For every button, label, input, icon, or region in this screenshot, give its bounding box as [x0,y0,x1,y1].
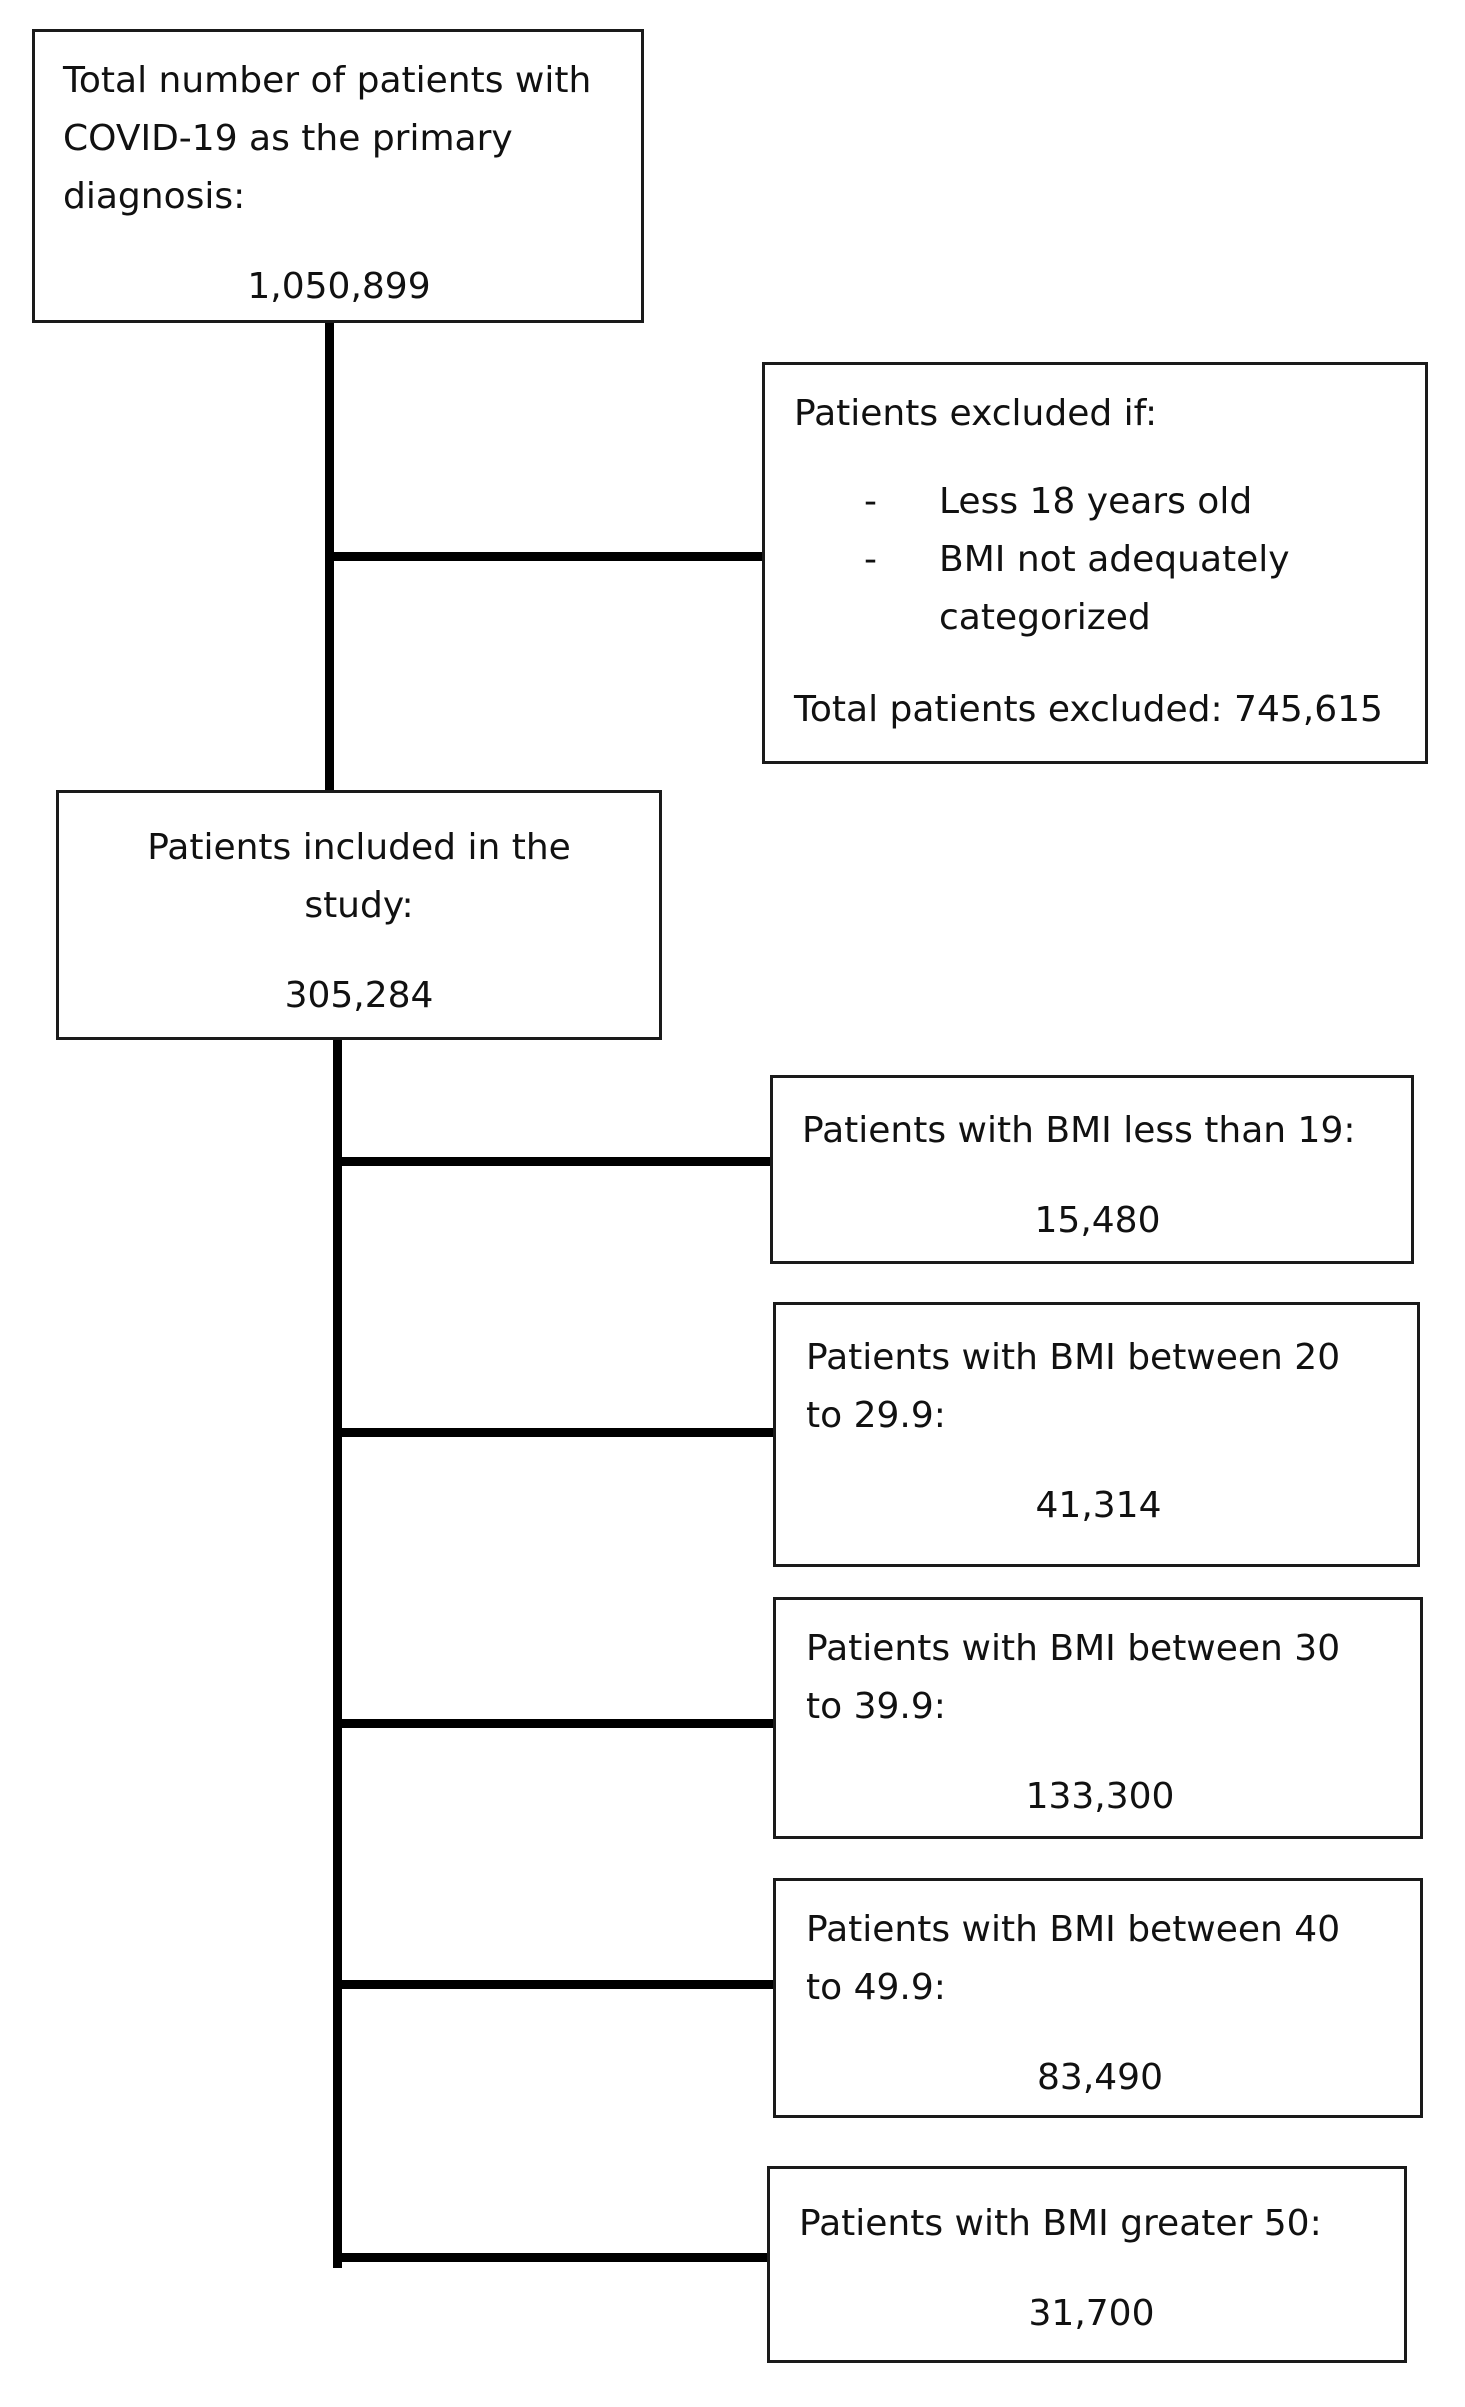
excluded-patients-box [762,362,1428,764]
connector-to-bmi-3 [333,1719,773,1728]
connector-to-bmi-4 [333,1980,773,1989]
bmi-group-box [773,1302,1420,1567]
criterion-text: BMI not adequately categorized [939,539,1290,638]
bmi-group-label: Patients with BMI between 30 to 39.9: [806,1628,1341,1727]
total-patients-value: 1,050,899 [247,266,431,307]
criterion-text: Less 18 years old [939,481,1253,522]
connector-to-excluded [325,552,767,561]
exclusion-criterion [794,473,1405,531]
bmi-group-label: Patients with BMI between 20 to 29.9: [806,1337,1341,1436]
bmi-group-value: 15,480 [1034,1200,1161,1241]
bmi-group-label: Patients with BMI less than 19: [802,1110,1356,1151]
bmi-group-value: 83,490 [1037,2057,1163,2098]
connector-to-bmi-2 [333,1428,773,1437]
bmi-group-label: Patients with BMI between 40 to 49.9: [806,1909,1341,2008]
excluded-title: Patients excluded if: [794,393,1158,434]
exclusion-criterion [794,531,1405,647]
connector-to-bmi-5 [333,2253,771,2262]
connector-to-bmi-1 [333,1157,770,1166]
bmi-group-value: 31,700 [1028,2293,1155,2334]
excluded-total: Total patients excluded: 745,615 [794,689,1383,730]
bmi-group-value: 41,314 [1035,1485,1162,1526]
included-patients-box [56,790,662,1040]
bmi-group-box [770,1075,1414,1264]
bmi-group-value: 133,300 [1025,1776,1175,1817]
total-patients-box [32,29,644,323]
bmi-group-box [767,2166,1407,2363]
connector-trunk-bottom [333,1036,342,2268]
total-patients-label: Total number of patients with COVID-19 as the primary diagnosis: [63,60,592,217]
criterion-dash: - [864,481,877,522]
bmi-group-box [773,1597,1423,1839]
included-value: 305,284 [284,975,434,1016]
bmi-group-label: Patients with BMI greater 50: [799,2203,1322,2244]
criterion-dash: - [864,539,877,580]
included-label: Patients included in the study: [147,827,571,926]
bmi-group-box [773,1878,1423,2118]
